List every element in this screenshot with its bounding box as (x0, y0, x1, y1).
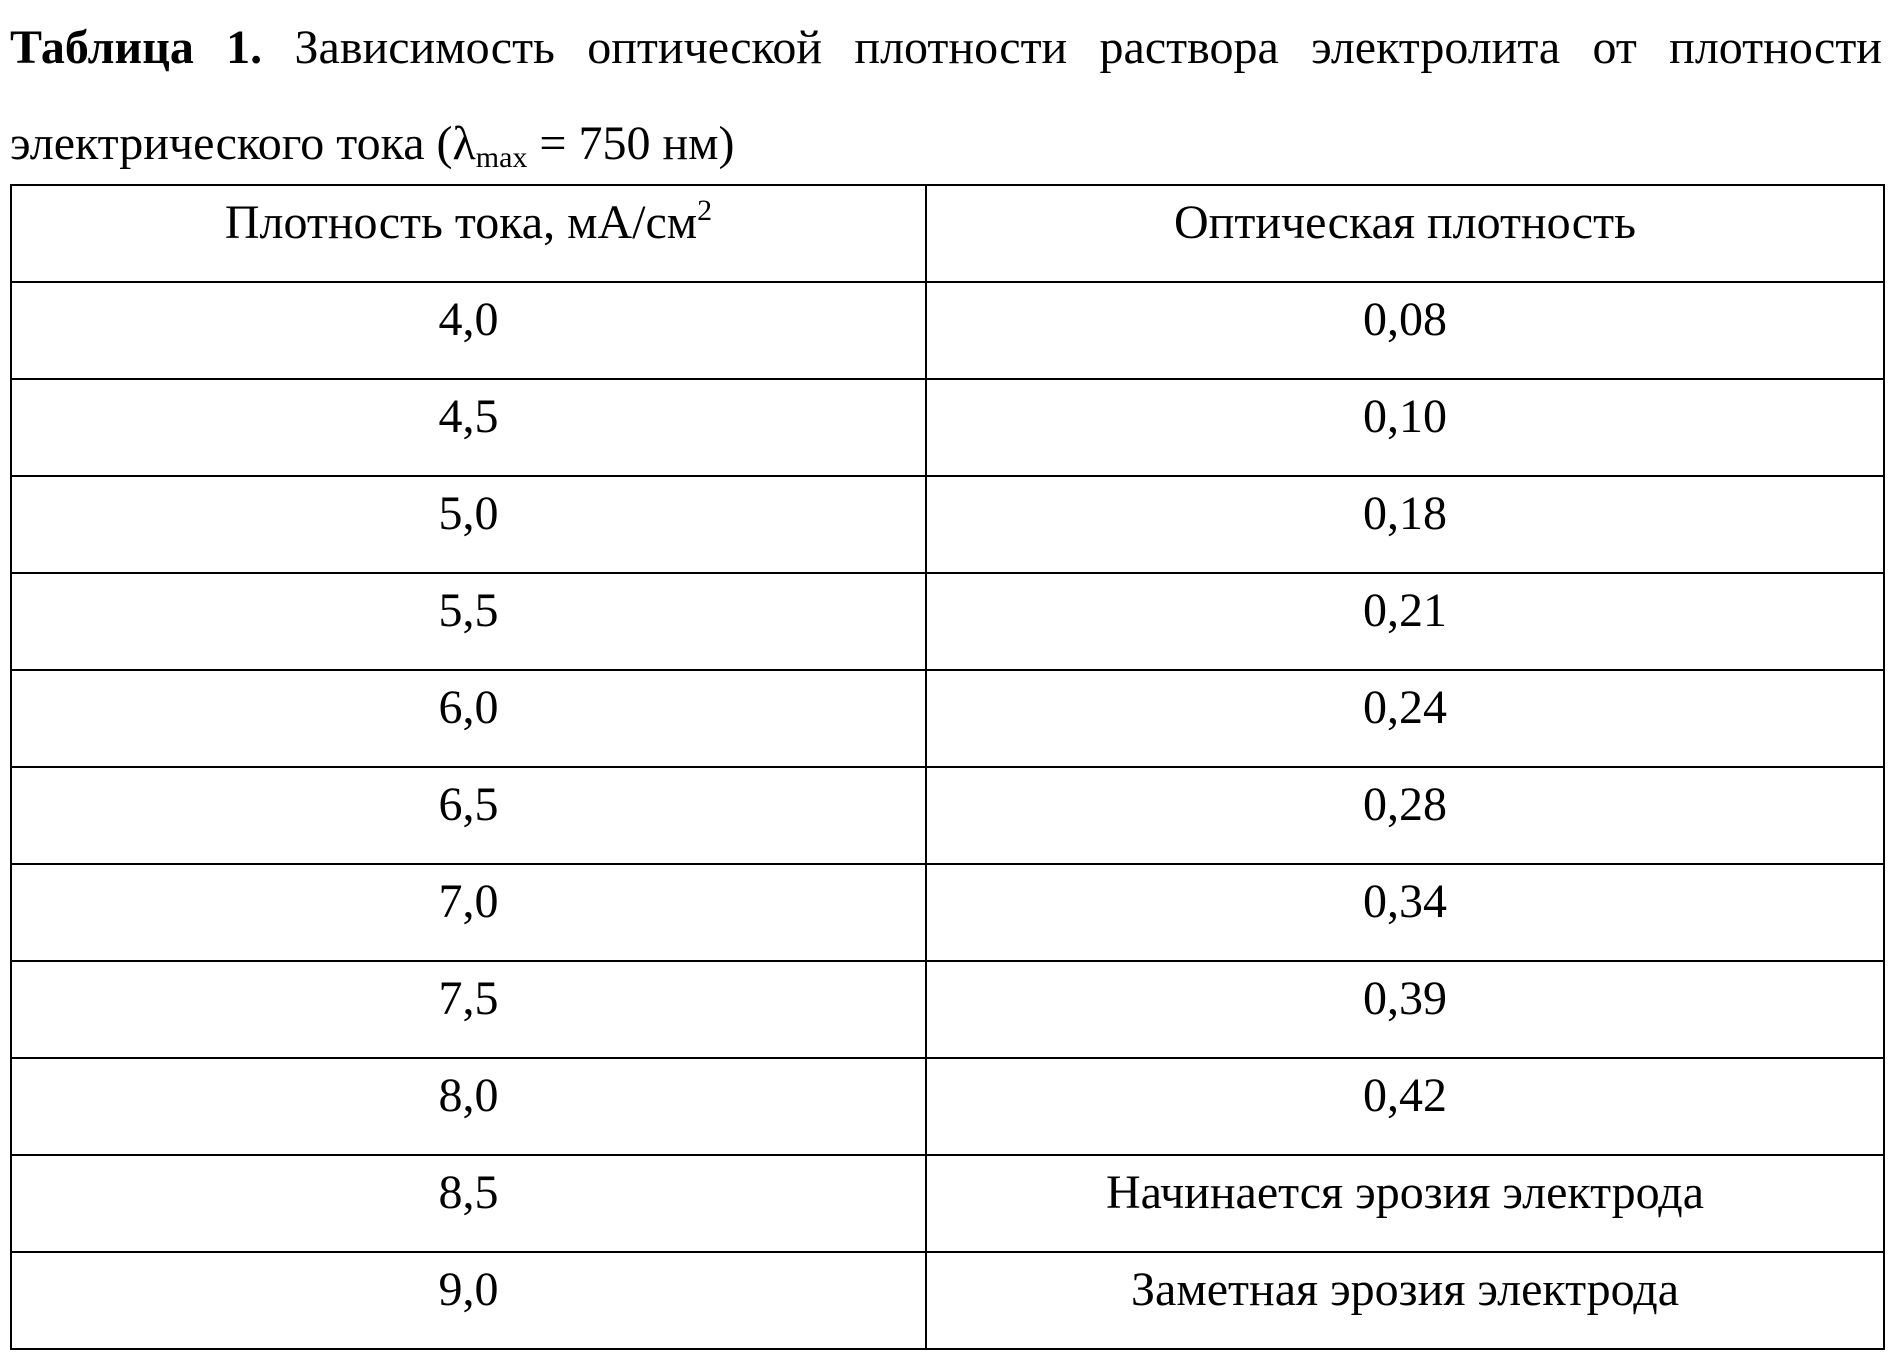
cell-current-density: 9,0 (11, 1252, 926, 1349)
cell-optical-density: Начинается эрозия электрода (926, 1155, 1884, 1252)
cell-current-density: 4,0 (11, 282, 926, 379)
cell-optical-density: 0,21 (926, 573, 1884, 670)
cell-optical-density: 0,39 (926, 961, 1884, 1058)
cell-optical-density: Заметная эрозия электрода (926, 1252, 1884, 1349)
table-row (11, 379, 1884, 476)
table-caption (10, 0, 1882, 192)
table-row (11, 476, 1884, 573)
caption-label: Таблица 1. (10, 21, 263, 74)
header-optical-density: Оптическая плотность (926, 185, 1884, 282)
cell-optical-density: 0,34 (926, 864, 1884, 961)
cell-current-density: 6,5 (11, 767, 926, 864)
table-row (11, 864, 1884, 961)
data-table (10, 184, 1885, 1350)
header-current-density-text: Плотность тока, мА/см (224, 196, 698, 249)
caption-text-before: Зависимость оптической плотности раствора электролита от плотности электрического тока (λ (10, 21, 1882, 170)
table-row (11, 1058, 1884, 1155)
table-row (11, 573, 1884, 670)
cell-current-density: 5,0 (11, 476, 926, 573)
cell-optical-density: 0,08 (926, 282, 1884, 379)
cell-optical-density: 0,28 (926, 767, 1884, 864)
table-row (11, 282, 1884, 379)
table-row (11, 670, 1884, 767)
cell-current-density: 7,0 (11, 864, 926, 961)
cell-current-density: 8,5 (11, 1155, 926, 1252)
table-row (11, 767, 1884, 864)
cell-current-density: 7,5 (11, 961, 926, 1058)
cell-current-density: 5,5 (11, 573, 926, 670)
caption-text-after: = 750 нм) (527, 117, 735, 170)
table-row (11, 1252, 1884, 1349)
cell-optical-density: 0,18 (926, 476, 1884, 573)
table-row (11, 1155, 1884, 1252)
cell-optical-density: 0,42 (926, 1058, 1884, 1155)
cell-optical-density: 0,24 (926, 670, 1884, 767)
cell-optical-density: 0,10 (926, 379, 1884, 476)
caption-subscript: max (475, 141, 528, 174)
table-header-row (11, 185, 1884, 282)
cell-current-density: 8,0 (11, 1058, 926, 1155)
table-row (11, 961, 1884, 1058)
header-current-density-sup: 2 (697, 194, 713, 227)
cell-current-density: 4,5 (11, 379, 926, 476)
header-current-density (11, 185, 926, 282)
cell-current-density: 6,0 (11, 670, 926, 767)
